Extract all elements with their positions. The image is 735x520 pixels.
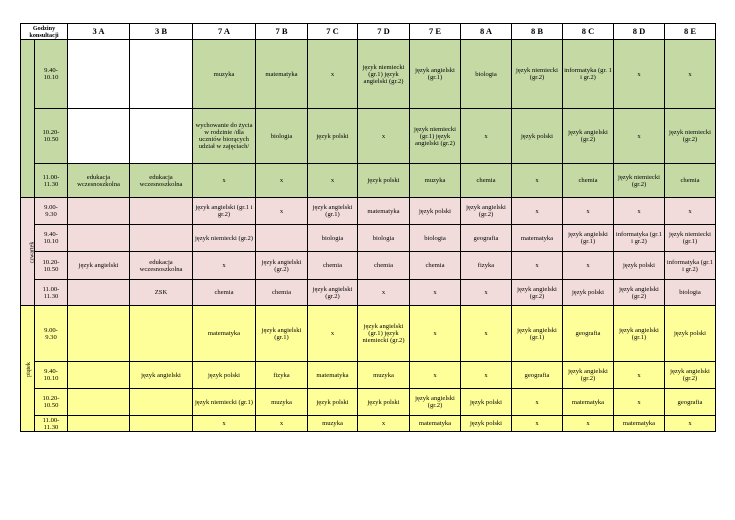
schedule-row [21, 306, 716, 362]
subject-cell: muzyka [410, 164, 461, 198]
subject-cell: edukacja wczesnoszkolna [68, 164, 130, 198]
subject-cell: x [358, 416, 410, 432]
class-header: 8 B [512, 24, 563, 40]
subject-cell [68, 306, 130, 362]
subject-cell: język polski [665, 306, 716, 362]
subject-cell: muzyka [256, 389, 308, 416]
subject-cell: x [256, 416, 308, 432]
time-slot: 10.20- 10.50 [35, 389, 68, 416]
time-slot: 11.00- 11.30 [35, 280, 68, 306]
subject-cell: chemia [358, 252, 410, 280]
subject-cell: fizyka [256, 362, 308, 389]
class-header: 3 A [68, 24, 130, 40]
subject-cell: x [256, 164, 308, 198]
subject-cell [68, 389, 130, 416]
subject-cell: muzyka [193, 40, 256, 109]
subject-cell: język polski [614, 252, 665, 280]
consultation-schedule-table [20, 23, 716, 432]
subject-cell: informatyka (gr.1 i gr.2) [665, 252, 716, 280]
subject-cell: język niemiecki (gr.2) [512, 40, 563, 109]
subject-cell: język angielski (gr.1) [410, 40, 461, 109]
schedule-row [21, 198, 716, 225]
subject-cell [130, 225, 193, 252]
class-header: 7 B [256, 24, 308, 40]
schedule-row [21, 389, 716, 416]
subject-cell: x [410, 280, 461, 306]
subject-cell: język polski [308, 389, 358, 416]
subject-cell: język angielski (gr.1) język niemiecki (gr.2) [358, 306, 410, 362]
corner-header: Godziny konsultacji [21, 24, 68, 40]
time-slot: 9.40- 10.10 [35, 40, 68, 109]
subject-cell: x [358, 109, 410, 164]
subject-cell: język angielski (gr.1) [512, 306, 563, 362]
subject-cell: x [512, 198, 563, 225]
subject-cell: język polski [410, 198, 461, 225]
class-header: 8 E [665, 24, 716, 40]
subject-cell: x [410, 362, 461, 389]
subject-cell: chemia [193, 280, 256, 306]
subject-cell [130, 40, 193, 109]
subject-cell: język angielski (gr.1) [308, 198, 358, 225]
subject-cell: język polski [461, 389, 512, 416]
subject-cell: język angielski (gr.1 i gr.2) [193, 198, 256, 225]
class-header: 3 B [130, 24, 193, 40]
day-label [21, 306, 35, 432]
day-label-text: czwartek [29, 241, 36, 263]
subject-cell: muzyka [308, 416, 358, 432]
subject-cell: x [256, 198, 308, 225]
subject-cell: x [512, 389, 563, 416]
subject-cell: x [308, 306, 358, 362]
subject-cell: x [614, 109, 665, 164]
subject-cell: język niemiecki (gr.1) [665, 225, 716, 252]
subject-cell: biologia [665, 280, 716, 306]
subject-cell [68, 280, 130, 306]
subject-cell: x [614, 362, 665, 389]
subject-cell [130, 389, 193, 416]
subject-cell: ZSK [130, 280, 193, 306]
subject-cell: x [665, 416, 716, 432]
subject-cell: język angielski (gr.2) [410, 389, 461, 416]
day-label-text: piątek [25, 361, 32, 377]
subject-cell: chemia [256, 280, 308, 306]
time-slot: 9.40- 10.10 [35, 225, 68, 252]
subject-cell: język angielski (gr.2) [461, 198, 512, 225]
subject-cell: x [665, 198, 716, 225]
subject-cell: x [461, 280, 512, 306]
subject-cell: matematyka [614, 416, 665, 432]
subject-cell: język niemiecki (gr.2) [614, 164, 665, 198]
subject-cell [68, 225, 130, 252]
subject-cell: geografia [461, 225, 512, 252]
subject-cell: język angielski (gr.2) [256, 252, 308, 280]
subject-cell: chemia [665, 164, 716, 198]
time-slot: 9.00- 9.30 [35, 198, 68, 225]
subject-cell: x [461, 306, 512, 362]
subject-cell: geografia [563, 306, 614, 362]
schedule-row [21, 416, 716, 432]
subject-cell: x [563, 252, 614, 280]
subject-cell: matematyka [193, 306, 256, 362]
subject-cell: język angielski (gr.2) [308, 280, 358, 306]
class-header: 7 D [358, 24, 410, 40]
subject-cell: x [665, 40, 716, 109]
time-slot: 9.00- 9.30 [35, 306, 68, 362]
subject-cell: x [461, 109, 512, 164]
subject-cell: język polski [563, 280, 614, 306]
subject-cell: wychowanie do życia w rodzinie /dla uczniów biorących udział w zajęciach/ [193, 109, 256, 164]
subject-cell: język angielski (gr.1) [256, 306, 308, 362]
subject-cell: edukacja wczesnoszkolna [130, 252, 193, 280]
subject-cell: język angielski (gr.1) [563, 225, 614, 252]
subject-cell: język angielski (gr.2) [563, 109, 614, 164]
subject-cell: język angielski (gr.2) [512, 280, 563, 306]
subject-cell: matematyka [410, 416, 461, 432]
schedule-row [21, 164, 716, 198]
subject-cell: język polski [358, 164, 410, 198]
subject-cell: język angielski (gr.1) [614, 306, 665, 362]
schedule-row [21, 225, 716, 252]
class-header: 7 E [410, 24, 461, 40]
subject-cell: edukacja wczesnoszkolna [130, 164, 193, 198]
subject-cell: biologia [358, 225, 410, 252]
subject-cell: geografia [665, 389, 716, 416]
subject-cell: biologia [256, 109, 308, 164]
subject-cell: x [563, 198, 614, 225]
subject-cell: język niemiecki (gr.1) [193, 389, 256, 416]
class-header: 8 C [563, 24, 614, 40]
subject-cell [68, 40, 130, 109]
subject-cell [130, 416, 193, 432]
subject-cell: informatyka (gr.1 i gr.2) [614, 225, 665, 252]
subject-cell [130, 306, 193, 362]
subject-cell: geografia [512, 362, 563, 389]
subject-cell: matematyka [358, 198, 410, 225]
subject-cell: x [512, 252, 563, 280]
header-row [21, 24, 716, 40]
subject-cell: x [614, 389, 665, 416]
subject-cell: x [512, 416, 563, 432]
subject-cell: x [563, 416, 614, 432]
subject-cell: język angielski (gr.2) [563, 362, 614, 389]
schedule-row [21, 362, 716, 389]
subject-cell: język polski [512, 109, 563, 164]
time-slot: 10.20- 10.50 [35, 252, 68, 280]
subject-cell: chemia [563, 164, 614, 198]
subject-cell: język polski [358, 389, 410, 416]
subject-cell [130, 198, 193, 225]
subject-cell [68, 416, 130, 432]
subject-cell: x [193, 252, 256, 280]
schedule-body [21, 40, 716, 432]
subject-cell: x [308, 164, 358, 198]
class-header: 7 C [308, 24, 358, 40]
subject-cell: informatyka (gr. 1 i gr.2) [563, 40, 614, 109]
class-header: 8 A [461, 24, 512, 40]
subject-cell: język polski [193, 362, 256, 389]
day-label [21, 40, 35, 198]
subject-cell: chemia [410, 252, 461, 280]
subject-cell: chemia [461, 164, 512, 198]
subject-cell [256, 225, 308, 252]
subject-cell: język polski [308, 109, 358, 164]
subject-cell [68, 198, 130, 225]
subject-cell: matematyka [256, 40, 308, 109]
subject-cell: język angielski (gr.2) [665, 362, 716, 389]
time-slot: 11.00- 11.30 [35, 416, 68, 432]
subject-cell: biologia [410, 225, 461, 252]
subject-cell: matematyka [308, 362, 358, 389]
subject-cell: x [410, 306, 461, 362]
subject-cell: fizyka [461, 252, 512, 280]
schedule-row [21, 109, 716, 164]
class-header: 8 D [614, 24, 665, 40]
subject-cell: chemia [308, 252, 358, 280]
subject-cell: język angielski [68, 252, 130, 280]
subject-cell: biologia [461, 40, 512, 109]
time-slot: 9.40- 10.10 [35, 362, 68, 389]
schedule-row [21, 40, 716, 109]
subject-cell [68, 362, 130, 389]
subject-cell: język niemiecki (gr.2) [193, 225, 256, 252]
day-label [21, 198, 35, 306]
subject-cell: x [308, 40, 358, 109]
subject-cell: x [614, 198, 665, 225]
subject-cell: x [461, 362, 512, 389]
subject-cell: język angielski [130, 362, 193, 389]
schedule-row [21, 252, 716, 280]
subject-cell: x [614, 40, 665, 109]
subject-cell: biologia [308, 225, 358, 252]
subject-cell: muzyka [358, 362, 410, 389]
schedule-row [21, 280, 716, 306]
subject-cell: x [193, 416, 256, 432]
subject-cell: x [358, 280, 410, 306]
subject-cell: język niemiecki (gr.1) język angielski (gr.2) [410, 109, 461, 164]
subject-cell: matematyka [512, 225, 563, 252]
subject-cell: język niemiecki (gr.2) [665, 109, 716, 164]
time-slot: 10.20- 10.50 [35, 109, 68, 164]
class-header: 7 A [193, 24, 256, 40]
subject-cell [130, 109, 193, 164]
time-slot: 11.00- 11.30 [35, 164, 68, 198]
subject-cell [68, 109, 130, 164]
subject-cell: x [193, 164, 256, 198]
subject-cell: matematyka [563, 389, 614, 416]
subject-cell: język angielski (gr.2) [614, 280, 665, 306]
subject-cell: język polski [461, 416, 512, 432]
subject-cell: x [512, 164, 563, 198]
subject-cell: język niemiecki (gr.1) język angielski (gr.2) [358, 40, 410, 109]
